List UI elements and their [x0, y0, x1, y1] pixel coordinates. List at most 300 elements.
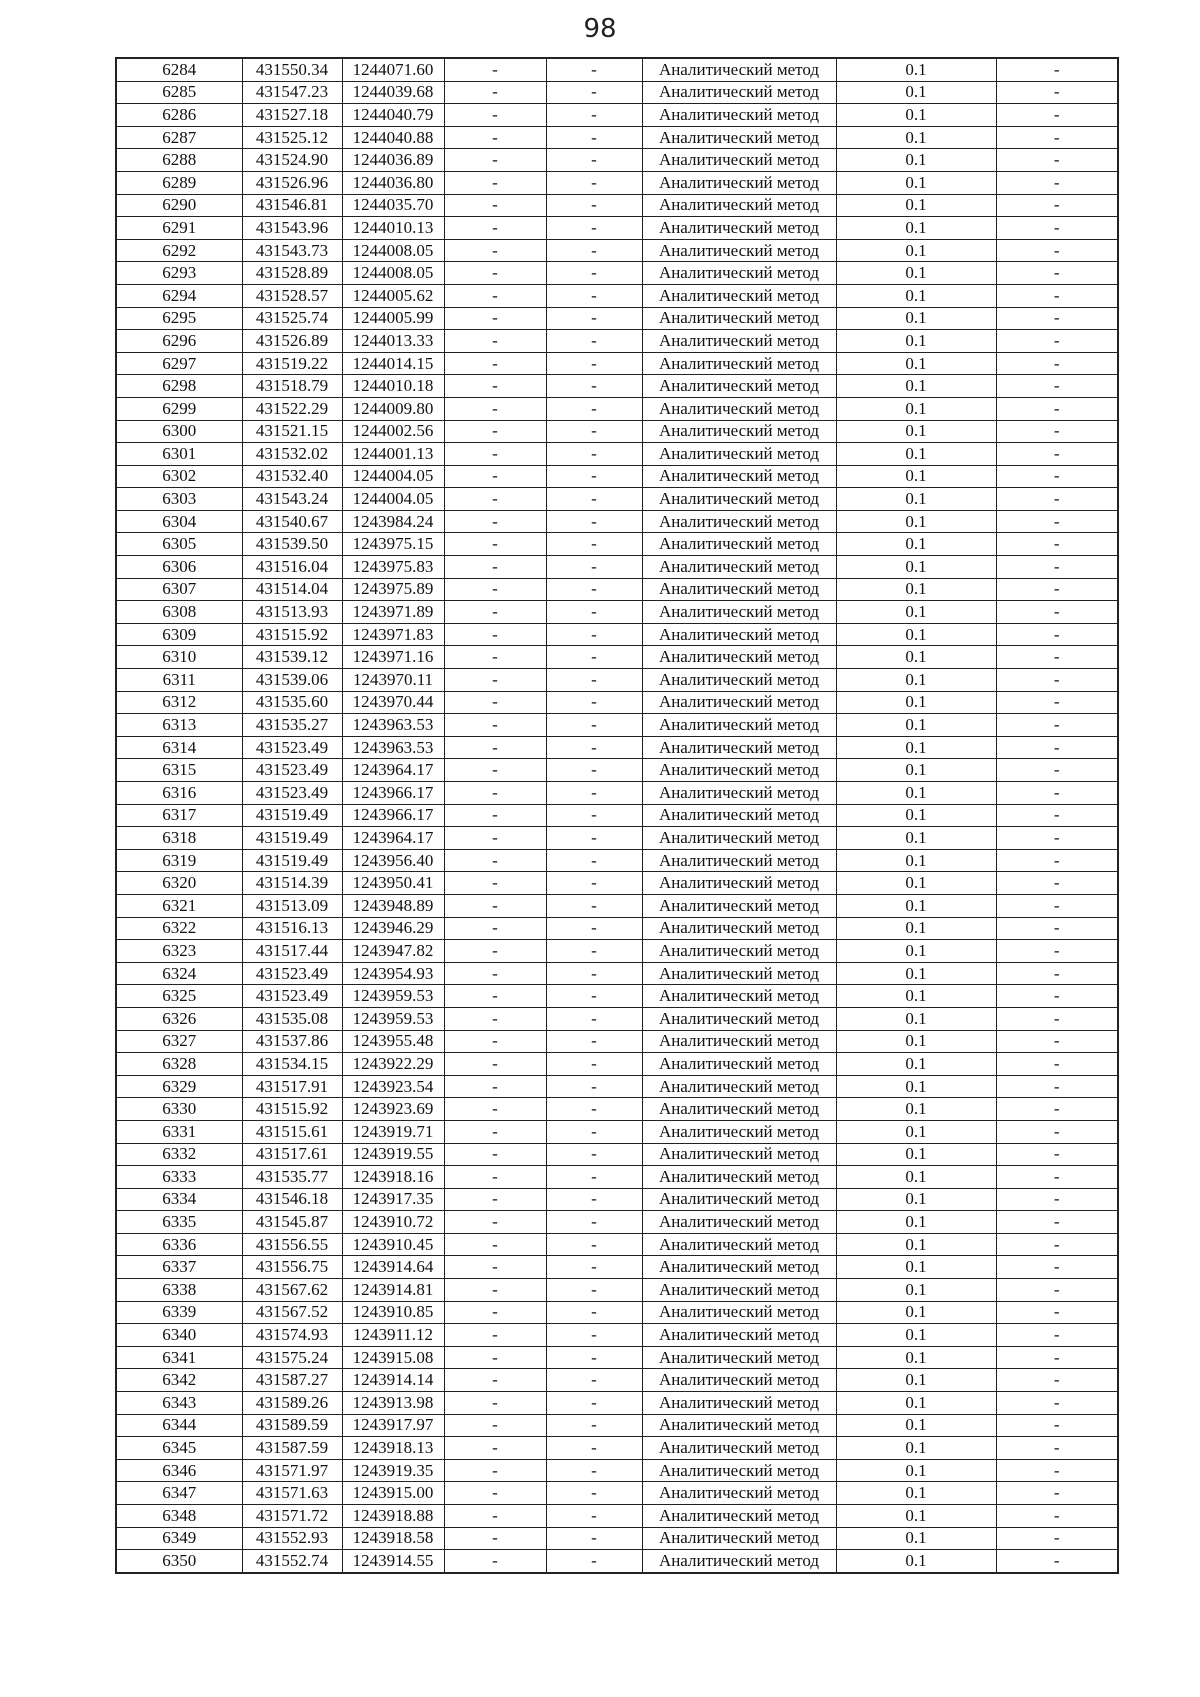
- table-row: [116, 194, 1118, 217]
- precision-cell: 0.1: [836, 1166, 996, 1189]
- method-cell: Аналитический метод: [642, 1392, 836, 1415]
- table-row: [116, 533, 1118, 556]
- col-5-value-cell: -: [546, 782, 642, 805]
- x-coordinate-cell: 431539.06: [242, 669, 342, 692]
- col-4-value-cell: -: [444, 533, 546, 556]
- point-number-cell: 6323: [116, 940, 242, 963]
- table-row: [116, 397, 1118, 420]
- table-row: [116, 669, 1118, 692]
- table-row: [116, 171, 1118, 194]
- x-coordinate-cell: 431523.49: [242, 962, 342, 985]
- col-8-value-cell: -: [996, 284, 1118, 307]
- col-8-value-cell: -: [996, 1482, 1118, 1505]
- method-cell: Аналитический метод: [642, 1414, 836, 1437]
- col-5-value-cell: -: [546, 1279, 642, 1302]
- y-coordinate-cell: 1244071.60: [342, 58, 444, 81]
- y-coordinate-cell: 1244004.05: [342, 488, 444, 511]
- col-4-value-cell: -: [444, 104, 546, 127]
- point-number-cell: 6296: [116, 330, 242, 353]
- x-coordinate-cell: 431550.34: [242, 58, 342, 81]
- table-row: [116, 443, 1118, 466]
- table-row: [116, 239, 1118, 262]
- point-number-cell: 6338: [116, 1279, 242, 1302]
- precision-cell: 0.1: [836, 1120, 996, 1143]
- precision-cell: 0.1: [836, 1256, 996, 1279]
- x-coordinate-cell: 431575.24: [242, 1346, 342, 1369]
- col-5-value-cell: -: [546, 375, 642, 398]
- col-5-value-cell: -: [546, 804, 642, 827]
- col-4-value-cell: -: [444, 556, 546, 579]
- precision-cell: 0.1: [836, 849, 996, 872]
- x-coordinate-cell: 431571.63: [242, 1482, 342, 1505]
- precision-cell: 0.1: [836, 894, 996, 917]
- method-cell: Аналитический метод: [642, 1053, 836, 1076]
- col-5-value-cell: -: [546, 578, 642, 601]
- col-8-value-cell: -: [996, 669, 1118, 692]
- x-coordinate-cell: 431532.02: [242, 443, 342, 466]
- col-4-value-cell: -: [444, 1188, 546, 1211]
- x-coordinate-cell: 431519.49: [242, 827, 342, 850]
- x-coordinate-cell: 431545.87: [242, 1211, 342, 1234]
- x-coordinate-cell: 431543.73: [242, 239, 342, 262]
- table-row: [116, 872, 1118, 895]
- method-cell: Аналитический метод: [642, 1301, 836, 1324]
- precision-cell: 0.1: [836, 1301, 996, 1324]
- point-number-cell: 6290: [116, 194, 242, 217]
- col-4-value-cell: -: [444, 488, 546, 511]
- y-coordinate-cell: 1243955.48: [342, 1030, 444, 1053]
- x-coordinate-cell: 431537.86: [242, 1030, 342, 1053]
- precision-cell: 0.1: [836, 714, 996, 737]
- precision-cell: 0.1: [836, 510, 996, 533]
- x-coordinate-cell: 431552.93: [242, 1527, 342, 1550]
- method-cell: Аналитический метод: [642, 962, 836, 985]
- method-cell: Аналитический метод: [642, 646, 836, 669]
- col-8-value-cell: -: [996, 149, 1118, 172]
- col-4-value-cell: -: [444, 149, 546, 172]
- y-coordinate-cell: 1243919.35: [342, 1459, 444, 1482]
- x-coordinate-cell: 431524.90: [242, 149, 342, 172]
- table-row: [116, 849, 1118, 872]
- col-5-value-cell: -: [546, 962, 642, 985]
- precision-cell: 0.1: [836, 352, 996, 375]
- point-number-cell: 6318: [116, 827, 242, 850]
- col-8-value-cell: -: [996, 1301, 1118, 1324]
- precision-cell: 0.1: [836, 1437, 996, 1460]
- table-row: [116, 126, 1118, 149]
- method-cell: Аналитический метод: [642, 443, 836, 466]
- col-8-value-cell: -: [996, 510, 1118, 533]
- y-coordinate-cell: 1243971.16: [342, 646, 444, 669]
- y-coordinate-cell: 1244013.33: [342, 330, 444, 353]
- point-number-cell: 6343: [116, 1392, 242, 1415]
- col-8-value-cell: -: [996, 352, 1118, 375]
- y-coordinate-cell: 1243975.83: [342, 556, 444, 579]
- col-5-value-cell: -: [546, 533, 642, 556]
- table-row: [116, 578, 1118, 601]
- col-4-value-cell: -: [444, 1233, 546, 1256]
- precision-cell: 0.1: [836, 1053, 996, 1076]
- col-8-value-cell: -: [996, 104, 1118, 127]
- table-row: [116, 962, 1118, 985]
- col-4-value-cell: -: [444, 578, 546, 601]
- table-row: [116, 330, 1118, 353]
- y-coordinate-cell: 1244005.99: [342, 307, 444, 330]
- precision-cell: 0.1: [836, 1392, 996, 1415]
- col-8-value-cell: -: [996, 171, 1118, 194]
- x-coordinate-cell: 431532.40: [242, 465, 342, 488]
- col-8-value-cell: -: [996, 601, 1118, 624]
- precision-cell: 0.1: [836, 171, 996, 194]
- x-coordinate-cell: 431526.89: [242, 330, 342, 353]
- col-5-value-cell: -: [546, 1437, 642, 1460]
- method-cell: Аналитический метод: [642, 104, 836, 127]
- y-coordinate-cell: 1244036.80: [342, 171, 444, 194]
- point-number-cell: 6285: [116, 81, 242, 104]
- col-8-value-cell: -: [996, 1053, 1118, 1076]
- x-coordinate-cell: 431518.79: [242, 375, 342, 398]
- y-coordinate-cell: 1243917.35: [342, 1188, 444, 1211]
- x-coordinate-cell: 431543.96: [242, 217, 342, 240]
- y-coordinate-cell: 1244009.80: [342, 397, 444, 420]
- col-8-value-cell: -: [996, 872, 1118, 895]
- table-row: [116, 58, 1118, 81]
- col-5-value-cell: -: [546, 556, 642, 579]
- x-coordinate-cell: 431546.18: [242, 1188, 342, 1211]
- precision-cell: 0.1: [836, 149, 996, 172]
- point-number-cell: 6315: [116, 759, 242, 782]
- table-row: [116, 1550, 1118, 1573]
- col-8-value-cell: -: [996, 397, 1118, 420]
- y-coordinate-cell: 1243917.97: [342, 1414, 444, 1437]
- method-cell: Аналитический метод: [642, 284, 836, 307]
- y-coordinate-cell: 1243923.54: [342, 1075, 444, 1098]
- y-coordinate-cell: 1243914.64: [342, 1256, 444, 1279]
- col-4-value-cell: -: [444, 849, 546, 872]
- method-cell: Аналитический метод: [642, 691, 836, 714]
- point-number-cell: 6339: [116, 1301, 242, 1324]
- point-number-cell: 6340: [116, 1324, 242, 1347]
- col-5-value-cell: -: [546, 646, 642, 669]
- col-4-value-cell: -: [444, 194, 546, 217]
- table-row: [116, 1075, 1118, 1098]
- y-coordinate-cell: 1243923.69: [342, 1098, 444, 1121]
- col-5-value-cell: -: [546, 1143, 642, 1166]
- col-5-value-cell: -: [546, 669, 642, 692]
- col-5-value-cell: -: [546, 420, 642, 443]
- x-coordinate-cell: 431535.60: [242, 691, 342, 714]
- col-4-value-cell: -: [444, 330, 546, 353]
- table-row: [116, 1527, 1118, 1550]
- x-coordinate-cell: 431535.27: [242, 714, 342, 737]
- col-5-value-cell: -: [546, 262, 642, 285]
- x-coordinate-cell: 431523.49: [242, 782, 342, 805]
- col-8-value-cell: -: [996, 307, 1118, 330]
- col-8-value-cell: -: [996, 126, 1118, 149]
- col-8-value-cell: -: [996, 330, 1118, 353]
- method-cell: Аналитический метод: [642, 1075, 836, 1098]
- precision-cell: 0.1: [836, 1459, 996, 1482]
- x-coordinate-cell: 431515.61: [242, 1120, 342, 1143]
- y-coordinate-cell: 1243959.53: [342, 1007, 444, 1030]
- col-8-value-cell: -: [996, 1233, 1118, 1256]
- precision-cell: 0.1: [836, 1346, 996, 1369]
- precision-cell: 0.1: [836, 1505, 996, 1528]
- x-coordinate-cell: 431523.49: [242, 759, 342, 782]
- col-5-value-cell: -: [546, 917, 642, 940]
- table-row: [116, 1188, 1118, 1211]
- x-coordinate-cell: 431513.93: [242, 601, 342, 624]
- method-cell: Аналитический метод: [642, 736, 836, 759]
- col-5-value-cell: -: [546, 1233, 642, 1256]
- point-number-cell: 6346: [116, 1459, 242, 1482]
- point-number-cell: 6348: [116, 1505, 242, 1528]
- y-coordinate-cell: 1244036.89: [342, 149, 444, 172]
- x-coordinate-cell: 431587.27: [242, 1369, 342, 1392]
- method-cell: Аналитический метод: [642, 1550, 836, 1573]
- col-4-value-cell: -: [444, 669, 546, 692]
- y-coordinate-cell: 1244040.88: [342, 126, 444, 149]
- col-4-value-cell: -: [444, 465, 546, 488]
- table-row: [116, 1233, 1118, 1256]
- method-cell: Аналитический метод: [642, 510, 836, 533]
- col-8-value-cell: -: [996, 1075, 1118, 1098]
- precision-cell: 0.1: [836, 488, 996, 511]
- y-coordinate-cell: 1243964.17: [342, 827, 444, 850]
- table-row: [116, 827, 1118, 850]
- col-8-value-cell: -: [996, 420, 1118, 443]
- col-5-value-cell: -: [546, 1075, 642, 1098]
- col-5-value-cell: -: [546, 1482, 642, 1505]
- table-row: [116, 217, 1118, 240]
- x-coordinate-cell: 431519.49: [242, 849, 342, 872]
- method-cell: Аналитический метод: [642, 465, 836, 488]
- col-8-value-cell: -: [996, 1143, 1118, 1166]
- col-8-value-cell: -: [996, 217, 1118, 240]
- col-4-value-cell: -: [444, 872, 546, 895]
- col-4-value-cell: -: [444, 81, 546, 104]
- x-coordinate-cell: 431514.39: [242, 872, 342, 895]
- y-coordinate-cell: 1243948.89: [342, 894, 444, 917]
- y-coordinate-cell: 1243919.55: [342, 1143, 444, 1166]
- table-row: [116, 1053, 1118, 1076]
- col-8-value-cell: -: [996, 465, 1118, 488]
- point-number-cell: 6308: [116, 601, 242, 624]
- x-coordinate-cell: 431521.15: [242, 420, 342, 443]
- col-8-value-cell: -: [996, 1369, 1118, 1392]
- table-row: [116, 1301, 1118, 1324]
- method-cell: Аналитический метод: [642, 849, 836, 872]
- col-8-value-cell: -: [996, 1527, 1118, 1550]
- col-5-value-cell: -: [546, 465, 642, 488]
- y-coordinate-cell: 1244014.15: [342, 352, 444, 375]
- point-number-cell: 6292: [116, 239, 242, 262]
- x-coordinate-cell: 431519.22: [242, 352, 342, 375]
- precision-cell: 0.1: [836, 691, 996, 714]
- col-8-value-cell: -: [996, 691, 1118, 714]
- point-number-cell: 6284: [116, 58, 242, 81]
- col-4-value-cell: -: [444, 1482, 546, 1505]
- method-cell: Аналитический метод: [642, 533, 836, 556]
- col-5-value-cell: -: [546, 1324, 642, 1347]
- col-4-value-cell: -: [444, 307, 546, 330]
- y-coordinate-cell: 1243975.89: [342, 578, 444, 601]
- x-coordinate-cell: 431517.91: [242, 1075, 342, 1098]
- method-cell: Аналитический метод: [642, 194, 836, 217]
- y-coordinate-cell: 1243971.83: [342, 623, 444, 646]
- precision-cell: 0.1: [836, 646, 996, 669]
- method-cell: Аналитический метод: [642, 1098, 836, 1121]
- col-4-value-cell: -: [444, 1301, 546, 1324]
- x-coordinate-cell: 431571.72: [242, 1505, 342, 1528]
- point-number-cell: 6301: [116, 443, 242, 466]
- table-row: [116, 262, 1118, 285]
- col-5-value-cell: -: [546, 1098, 642, 1121]
- table-row: [116, 804, 1118, 827]
- x-coordinate-cell: 431513.09: [242, 894, 342, 917]
- col-4-value-cell: -: [444, 262, 546, 285]
- col-5-value-cell: -: [546, 849, 642, 872]
- col-5-value-cell: -: [546, 759, 642, 782]
- col-8-value-cell: -: [996, 1098, 1118, 1121]
- point-number-cell: 6309: [116, 623, 242, 646]
- table-row: [116, 488, 1118, 511]
- col-4-value-cell: -: [444, 827, 546, 850]
- precision-cell: 0.1: [836, 669, 996, 692]
- precision-cell: 0.1: [836, 307, 996, 330]
- method-cell: Аналитический метод: [642, 352, 836, 375]
- x-coordinate-cell: 431525.74: [242, 307, 342, 330]
- col-8-value-cell: -: [996, 533, 1118, 556]
- col-4-value-cell: -: [444, 1007, 546, 1030]
- col-8-value-cell: -: [996, 1279, 1118, 1302]
- method-cell: Аналитический метод: [642, 1233, 836, 1256]
- table-row: [116, 623, 1118, 646]
- precision-cell: 0.1: [836, 1414, 996, 1437]
- method-cell: Аналитический метод: [642, 623, 836, 646]
- col-4-value-cell: -: [444, 646, 546, 669]
- x-coordinate-cell: 431547.23: [242, 81, 342, 104]
- y-coordinate-cell: 1243954.93: [342, 962, 444, 985]
- precision-cell: 0.1: [836, 1550, 996, 1573]
- x-coordinate-cell: 431528.57: [242, 284, 342, 307]
- y-coordinate-cell: 1244010.13: [342, 217, 444, 240]
- col-5-value-cell: -: [546, 1346, 642, 1369]
- col-8-value-cell: -: [996, 1346, 1118, 1369]
- point-number-cell: 6330: [116, 1098, 242, 1121]
- y-coordinate-cell: 1243956.40: [342, 849, 444, 872]
- col-5-value-cell: -: [546, 149, 642, 172]
- method-cell: Аналитический метод: [642, 1188, 836, 1211]
- y-coordinate-cell: 1243918.16: [342, 1166, 444, 1189]
- col-8-value-cell: -: [996, 736, 1118, 759]
- point-number-cell: 6289: [116, 171, 242, 194]
- table-row: [116, 736, 1118, 759]
- method-cell: Аналитический метод: [642, 81, 836, 104]
- point-number-cell: 6303: [116, 488, 242, 511]
- col-4-value-cell: -: [444, 1279, 546, 1302]
- point-number-cell: 6327: [116, 1030, 242, 1053]
- col-8-value-cell: -: [996, 1324, 1118, 1347]
- col-5-value-cell: -: [546, 1256, 642, 1279]
- method-cell: Аналитический метод: [642, 1211, 836, 1234]
- col-8-value-cell: -: [996, 1256, 1118, 1279]
- method-cell: Аналитический метод: [642, 1143, 836, 1166]
- table-row: [116, 1346, 1118, 1369]
- precision-cell: 0.1: [836, 217, 996, 240]
- col-5-value-cell: -: [546, 940, 642, 963]
- point-number-cell: 6291: [116, 217, 242, 240]
- col-8-value-cell: -: [996, 1211, 1118, 1234]
- col-8-value-cell: -: [996, 194, 1118, 217]
- col-4-value-cell: -: [444, 1166, 546, 1189]
- col-4-value-cell: -: [444, 601, 546, 624]
- y-coordinate-cell: 1244001.13: [342, 443, 444, 466]
- col-5-value-cell: -: [546, 104, 642, 127]
- col-5-value-cell: -: [546, 1188, 642, 1211]
- col-5-value-cell: -: [546, 443, 642, 466]
- x-coordinate-cell: 431528.89: [242, 262, 342, 285]
- table-row: [116, 601, 1118, 624]
- col-4-value-cell: -: [444, 284, 546, 307]
- method-cell: Аналитический метод: [642, 556, 836, 579]
- x-coordinate-cell: 431571.97: [242, 1459, 342, 1482]
- method-cell: Аналитический метод: [642, 872, 836, 895]
- x-coordinate-cell: 431556.75: [242, 1256, 342, 1279]
- table-row: [116, 1211, 1118, 1234]
- precision-cell: 0.1: [836, 81, 996, 104]
- method-cell: Аналитический метод: [642, 578, 836, 601]
- col-8-value-cell: -: [996, 849, 1118, 872]
- y-coordinate-cell: 1244005.62: [342, 284, 444, 307]
- point-number-cell: 6300: [116, 420, 242, 443]
- method-cell: Аналитический метод: [642, 126, 836, 149]
- col-4-value-cell: -: [444, 1369, 546, 1392]
- col-4-value-cell: -: [444, 985, 546, 1008]
- col-8-value-cell: -: [996, 1166, 1118, 1189]
- precision-cell: 0.1: [836, 623, 996, 646]
- table-body: [116, 58, 1118, 1573]
- table-row: [116, 1482, 1118, 1505]
- precision-cell: 0.1: [836, 917, 996, 940]
- col-4-value-cell: -: [444, 510, 546, 533]
- col-8-value-cell: -: [996, 804, 1118, 827]
- point-number-cell: 6324: [116, 962, 242, 985]
- precision-cell: 0.1: [836, 465, 996, 488]
- table-row: [116, 284, 1118, 307]
- point-number-cell: 6297: [116, 352, 242, 375]
- y-coordinate-cell: 1243950.41: [342, 872, 444, 895]
- method-cell: Аналитический метод: [642, 397, 836, 420]
- table-row: [116, 714, 1118, 737]
- col-5-value-cell: -: [546, 623, 642, 646]
- table-row: [116, 556, 1118, 579]
- point-number-cell: 6298: [116, 375, 242, 398]
- col-8-value-cell: -: [996, 1007, 1118, 1030]
- col-4-value-cell: -: [444, 217, 546, 240]
- table-row: [116, 420, 1118, 443]
- col-5-value-cell: -: [546, 1120, 642, 1143]
- table-row: [116, 352, 1118, 375]
- y-coordinate-cell: 1243947.82: [342, 940, 444, 963]
- precision-cell: 0.1: [836, 262, 996, 285]
- precision-cell: 0.1: [836, 1030, 996, 1053]
- x-coordinate-cell: 431535.77: [242, 1166, 342, 1189]
- col-5-value-cell: -: [546, 58, 642, 81]
- col-4-value-cell: -: [444, 1120, 546, 1143]
- x-coordinate-cell: 431517.61: [242, 1143, 342, 1166]
- method-cell: Аналитический метод: [642, 1346, 836, 1369]
